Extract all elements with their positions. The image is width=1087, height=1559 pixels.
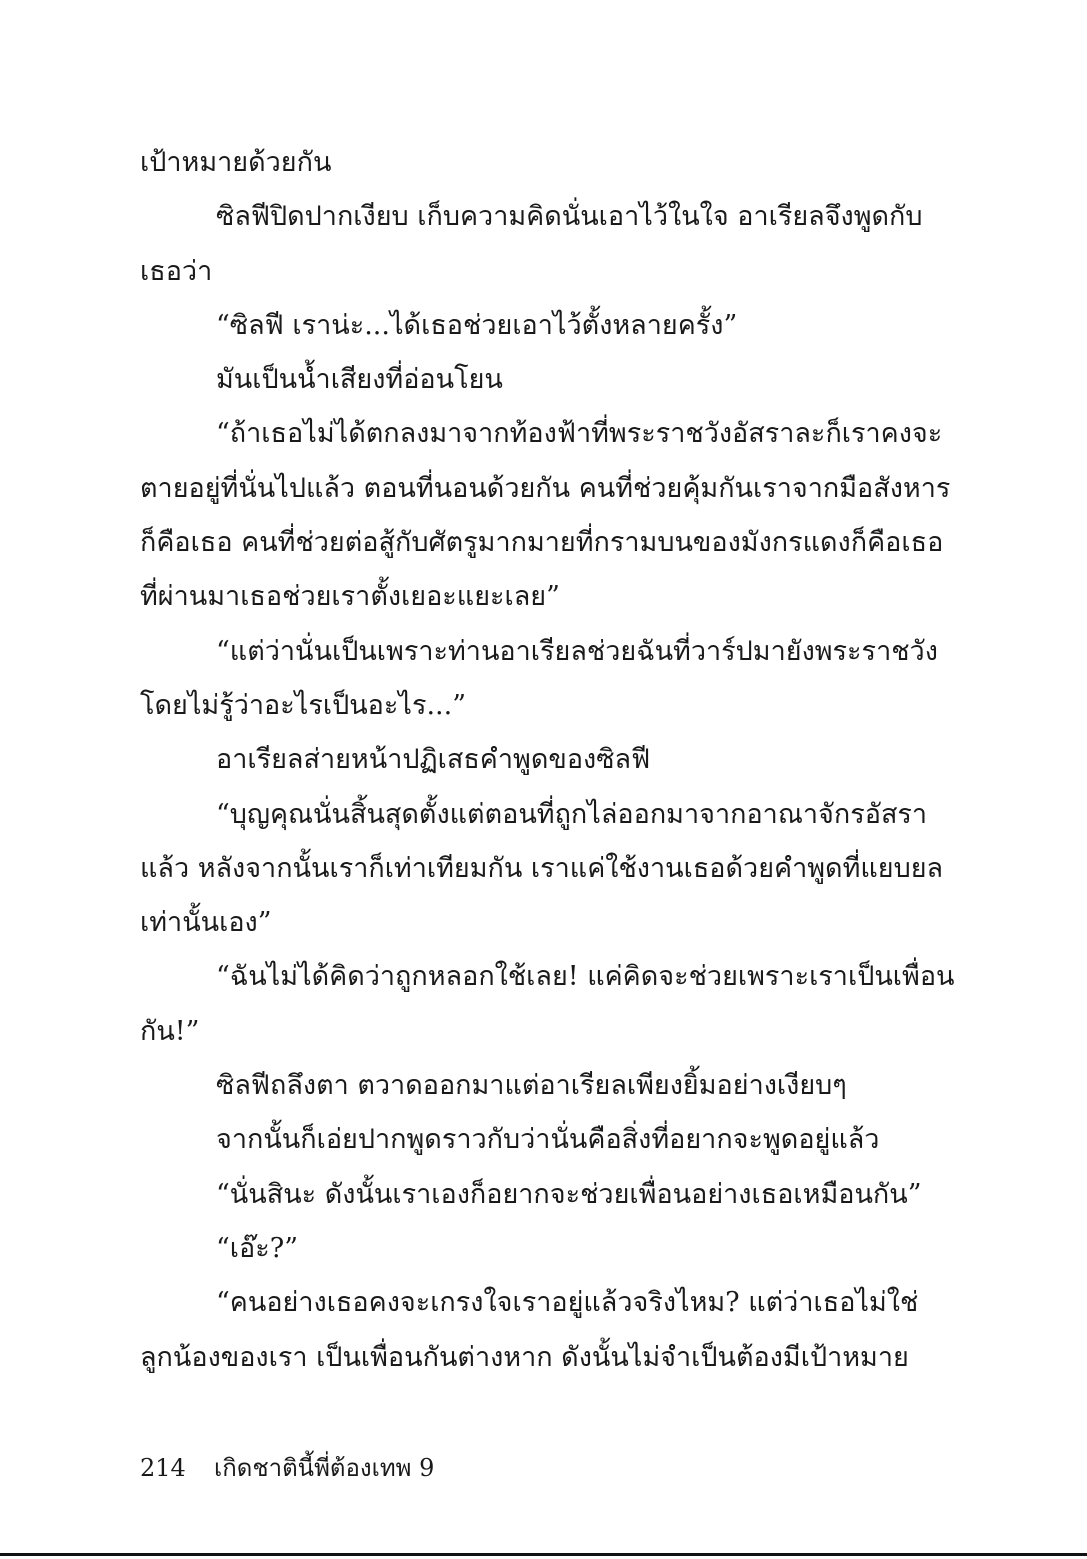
text-line: ตายอยู่ที่นั่นไปแล้ว ตอนที่นอนด้วยกัน คนที่ช่วยคุ้มกันเราจากมือสังหาร: [140, 472, 951, 504]
text-line: ก็คือเธอ คนที่ช่วยต่อสู้กับศัตรูมากมายที่กรามบนของมังกรแดงก็คือเธอ: [140, 527, 944, 559]
text-line: “แต่ว่านั่นเป็นเพราะท่านอาเรียลช่วยฉันที่วาร์ปมายังพระราชวัง: [216, 635, 938, 667]
book-title: เกิดชาตินี้พี่ต้องเทพ 9: [214, 1454, 435, 1482]
text-line: แล้ว หลังจากนั้นเราก็เท่าเทียมกัน เราแค่ใช้งานเธอด้วยคำพูดที่แยบยล: [140, 852, 944, 884]
text-line: “นั่นสินะ ดังนั้นเราเองก็อยากจะช่วยเพื่อนอย่างเธอเหมือนกัน”: [216, 1178, 922, 1210]
page-number: 214: [140, 1454, 186, 1482]
text-line: ซิลฟีถลึงตา ตวาดออกมาแต่อาเรียลเพียงยิ้มอย่างเงียบๆ: [216, 1070, 847, 1102]
text-line: เธอว่า: [140, 255, 213, 287]
text-line: ซิลฟีปิดปากเงียบ เก็บความคิดนั่นเอาไว้ในใจ อาเรียลจึงพูดกับ: [216, 201, 923, 233]
page-body: [140, 136, 955, 1385]
text-line: “ถ้าเธอไม่ได้ตกลงมาจากท้องฟ้าที่พระราชวังอัสราละก็เราคงจะ: [216, 418, 943, 450]
text-line: “บุญคุณนั่นสิ้นสุดตั้งแต่ตอนที่ถูกไล่ออกมาจากอาณาจักรอัสรา: [216, 798, 928, 830]
text-line: ลูกน้องของเรา เป็นเพื่อนกันต่างหาก ดังนั้นไม่จำเป็นต้องมีเป้าหมาย: [140, 1341, 909, 1373]
text-line: โดยไม่รู้ว่าอะไรเป็นอะไร...”: [140, 689, 467, 721]
text-line: มันเป็นน้ำเสียงที่อ่อนโยน: [216, 364, 503, 396]
bottom-rule: [0, 1553, 1087, 1556]
text-line: “คนอย่างเธอคงจะเกรงใจเราอยู่แล้วจริงไหม? แต่ว่าเธอไม่ใช่: [216, 1287, 919, 1319]
text-line: “เอ๊ะ?”: [216, 1232, 299, 1264]
text-line: “ซิลฟี เราน่ะ...ได้เธอช่วยเอาไว้ตั้งหลายครั้ง”: [216, 309, 738, 341]
page-footer: [140, 1448, 434, 1488]
text-line: อาเรียลส่ายหน้าปฏิเสธคำพูดของซิลฟี: [216, 744, 651, 776]
text-line: “ฉันไม่ได้คิดว่าถูกหลอกใช้เลย! แค่คิดจะช่วยเพราะเราเป็นเพื่อน: [216, 961, 955, 993]
text-line: จากนั้นก็เอ่ยปากพูดราวกับว่านั่นคือสิ่งที่อยากจะพูดอยู่แล้ว: [216, 1124, 880, 1156]
text-line: กัน!”: [140, 1015, 200, 1047]
text-line: ที่ผ่านมาเธอช่วยเราตั้งเยอะแยะเลย”: [140, 581, 560, 613]
text-line: เท่านั้นเอง”: [140, 907, 272, 939]
text-line: เป้าหมายด้วยกัน: [140, 147, 332, 178]
